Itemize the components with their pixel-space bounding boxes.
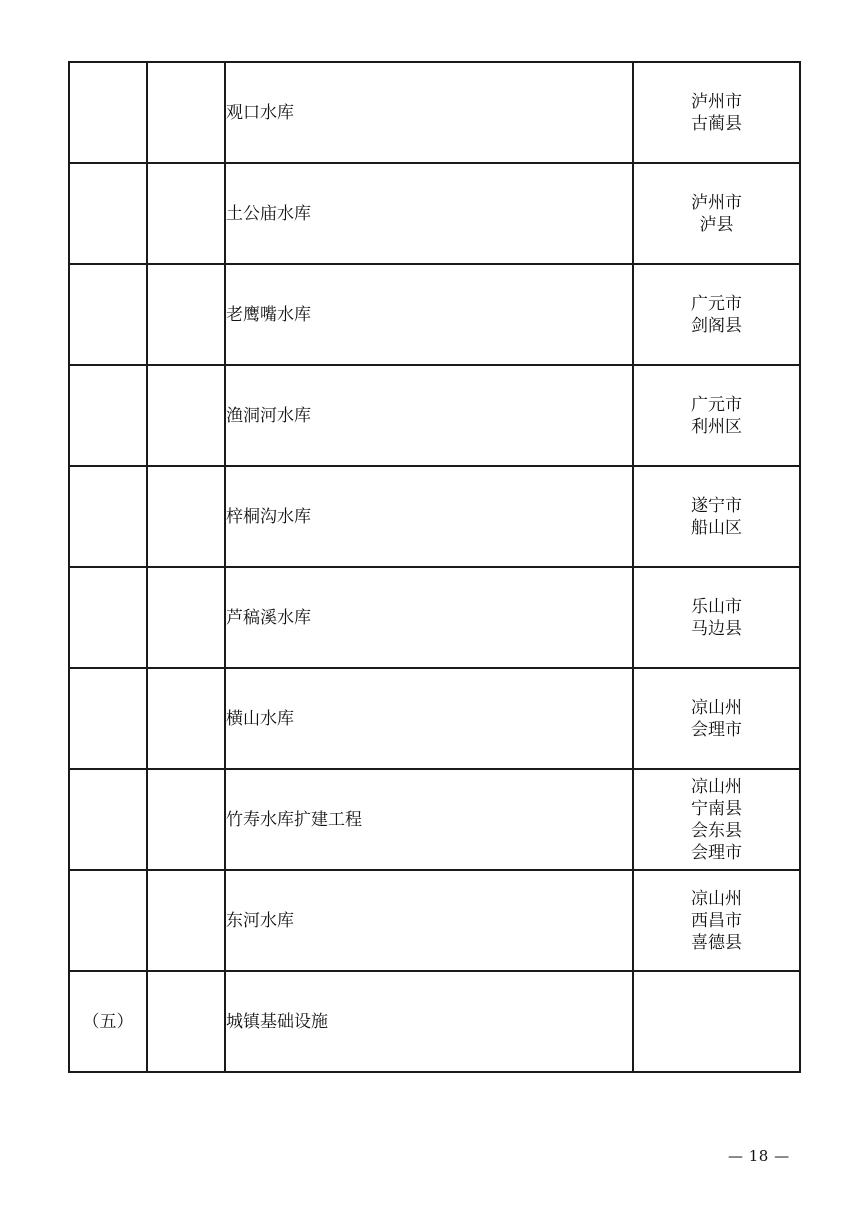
region-cell: [633, 163, 800, 264]
region-cell: [633, 971, 800, 1072]
project-name-cell: 横山水库: [225, 668, 633, 769]
sub-seq-cell: [147, 466, 225, 567]
region-cell: [633, 870, 800, 971]
table-row: [69, 466, 800, 567]
table-body: [69, 62, 800, 1072]
sub-seq-cell: [147, 264, 225, 365]
sub-seq-cell: [147, 567, 225, 668]
project-table: [68, 61, 801, 1073]
region-cell: [633, 264, 800, 365]
region-line: 乐山市: [691, 596, 742, 617]
project-name-cell: 土公庙水库: [225, 163, 633, 264]
seq-cell: [69, 668, 147, 769]
region-cell: [633, 769, 800, 870]
category-name-cell: 城镇基础设施: [225, 971, 633, 1072]
region-cell: [633, 466, 800, 567]
page-number: — 18 —: [728, 1147, 790, 1165]
region-cell: [633, 365, 800, 466]
table-row: [69, 769, 800, 870]
seq-cell: [69, 264, 147, 365]
region-line: 宁南县: [691, 798, 742, 819]
table-row: [69, 365, 800, 466]
region-cell: [633, 62, 800, 163]
seq-cell: （五）: [69, 971, 147, 1072]
region-line: 遂宁市: [691, 495, 742, 516]
sub-seq-cell: [147, 163, 225, 264]
region-line: 西昌市: [691, 910, 742, 931]
region-line: 会理市: [691, 842, 742, 863]
sub-seq-cell: [147, 668, 225, 769]
project-name-cell: 渔洞河水库: [225, 365, 633, 466]
region-cell: [633, 668, 800, 769]
seq-cell: [69, 62, 147, 163]
region-line: 利州区: [691, 416, 742, 437]
sub-seq-cell: [147, 365, 225, 466]
project-name-cell: 老鹰嘴水库: [225, 264, 633, 365]
sub-seq-cell: [147, 769, 225, 870]
region-line: 船山区: [691, 517, 742, 538]
region-line: 泸州市: [691, 192, 742, 213]
seq-cell: [69, 567, 147, 668]
region-line: 喜德县: [691, 932, 742, 953]
table-row: [69, 163, 800, 264]
project-name-cell: 观口水库: [225, 62, 633, 163]
table-row: [69, 567, 800, 668]
region-line: 剑阁县: [691, 315, 742, 336]
region-line: 泸州市: [691, 91, 742, 112]
region-line: 泸县: [699, 214, 734, 235]
project-name-cell: 竹寿水库扩建工程: [225, 769, 633, 870]
project-name-cell: 东河水库: [225, 870, 633, 971]
region-line: 会理市: [691, 719, 742, 740]
region-line: 会东县: [691, 820, 742, 841]
region-cell: [633, 567, 800, 668]
region-line: 凉山州: [691, 776, 742, 797]
table-row: [69, 264, 800, 365]
table-row: [69, 668, 800, 769]
region-line: 广元市: [691, 293, 742, 314]
table-row: [69, 870, 800, 971]
sub-seq-cell: [147, 971, 225, 1072]
seq-cell: [69, 163, 147, 264]
region-line: 凉山州: [691, 697, 742, 718]
region-line: 广元市: [691, 394, 742, 415]
seq-cell: [69, 466, 147, 567]
table-row: [69, 971, 800, 1072]
region-line: 马边县: [691, 618, 742, 639]
sub-seq-cell: [147, 870, 225, 971]
seq-cell: [69, 769, 147, 870]
region-line: 古蔺县: [691, 113, 742, 134]
sub-seq-cell: [147, 62, 225, 163]
project-name-cell: 芦稿溪水库: [225, 567, 633, 668]
project-name-cell: 梓桐沟水库: [225, 466, 633, 567]
seq-cell: [69, 365, 147, 466]
table-row: [69, 62, 800, 163]
seq-cell: [69, 870, 147, 971]
region-line: 凉山州: [691, 888, 742, 909]
